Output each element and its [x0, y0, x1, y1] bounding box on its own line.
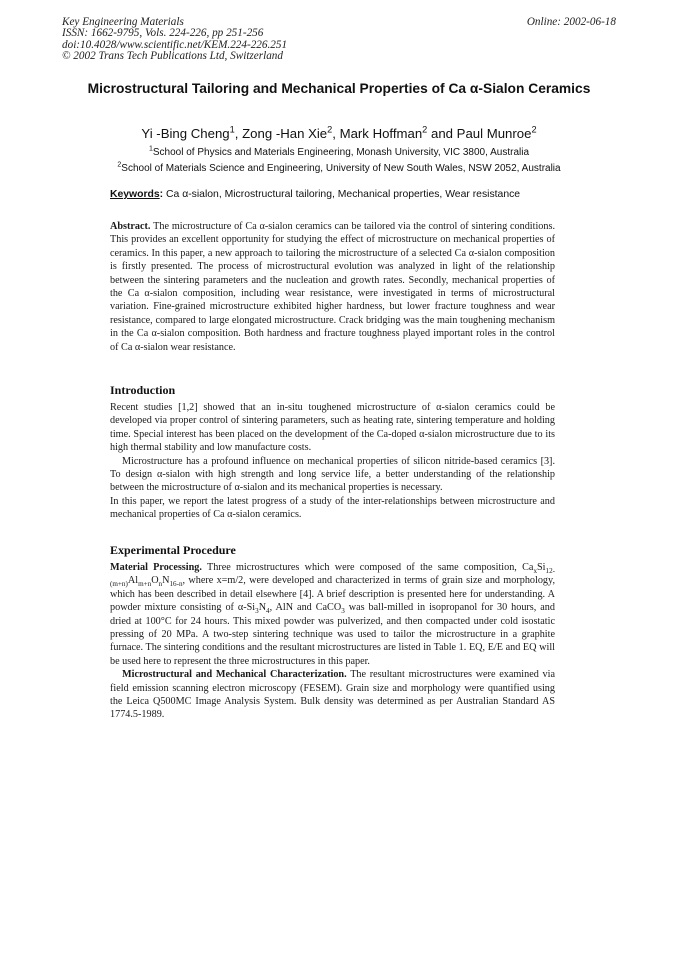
- keywords: Keywords: Ca α-sialon, Microstructural tailoring, Mechanical properties, Wear resistance: [110, 189, 521, 200]
- author-affiliation-mark: 2: [327, 124, 333, 135]
- journal-header: [62, 17, 287, 63]
- paragraph-text: , where x=m/2, were developed and characterized in terms of grain size and morphology, which has been described in detail elsewhere [4]. A brief description is presented here for understanding. A powder mixture consisting of α-Si: [110, 575, 555, 614]
- doi-line[interactable]: doi:10.4028/www.scientific.net/KEM.224-226.251: [62, 38, 288, 51]
- author-list: Yi -Bing Cheng$^1$, Zong -Han Xie$^2$, Mark Hoffman$^2$ and Paul Munroe$^2$: [141, 124, 537, 141]
- paragraph: Recent studies [1,2] showed that an in-situ toughened microstructure of α-sialon ceramics could be developed via proper control of sintering parameters, such as heating rate, sintering temperature and holding time. Special interest has been placed on the development of the Ca-doped α-sialon microstructure due to its high thermal stability and low manufacture costs.: [110, 402, 555, 454]
- introduction-section: [110, 401, 555, 522]
- abstract-label: Abstract.: [110, 221, 151, 232]
- experimental-section: [110, 561, 555, 722]
- affiliation-mark: 2: [117, 161, 122, 169]
- online-date: Online: 2002-06-18: [526, 16, 616, 28]
- introduction-heading: Introduction: [110, 383, 176, 397]
- affiliation-text: School of Materials Science and Engineering, University of New South Wales, NSW 2052, Australia: [121, 163, 561, 174]
- author-affiliation-mark: 1: [229, 124, 235, 135]
- paragraph-text: Three microstructures which were composed of the same composition,: [206, 562, 517, 573]
- abstract-text: The microstructure of Ca α-sialon ceramics can be tailored via the control of sintering conditions. This provides an excellent opportunity for studying the effect of microstructure on mechanical properties of ceramics. In this paper, a new approach to tailoring the microstructure of a selected Ca α-sialon composition is firstly presented. The process of microstructural evolution was analyzed in light of the relationship between the sintering parameters and the nucleation and growth rates. Secondly, mechanical properties of the Ca α-sialon composition, including wear resistance, were investigated in terms of microstructural variation. Fine-grained microstructure exhibited higher hardness, but lower fracture toughness and wear resistance, compared to large elongated microstructure. Crack bridging was the main toughening mechanism in the Ca α-sialon composition. Both hardness and fracture toughness played important roles in the control of Ca α-sialon wear resistance.: [110, 221, 555, 353]
- subsection-label: Material Processing.: [110, 562, 202, 573]
- author-affiliation-mark: 2: [422, 124, 428, 135]
- affiliation: [62, 147, 616, 158]
- paragraph-text: was ball-milled in isopropanol for 30 hours, and dried at 100°C for 24 hours. This mixed powder was pulverized, and then compacted under cold isostatic pressing of 20 MPa. A two-step sintering technique was used to tailor the microstructure in a graphite furnace. The sintering conditions and the resultant microstructures are listed in Table 1. EQ, E/E and EQ will be used here to represent the three microstructures in this paper.: [110, 602, 555, 667]
- author-name: Paul Munroe: [456, 126, 532, 141]
- affiliation-text: School of Physics and Materials Engineering, Monash University, VIC 3800, Australia: [152, 147, 530, 158]
- paper-title: Microstructural Tailoring and Mechanical Properties of Ca α-Sialon Ceramics: [87, 81, 591, 96]
- paragraph: Material Processing. Three microstructures which were composed of the same composition, $Ca_xSi_{12-(m+n)}Al_{m+n}O_nN_{16-n}$, where x=m/2, were developed and characterized in terms of grain size and morphology, which has been described in detail elsewhere [4]. A brief description is presented here for understanding. A powder mixture consisting of $\alpha-Si_3N_4$, AlN and CaCO$_3$ was ball-milled in isopropanol for 30 hours, and dried at 100°C for 24 hours. This mixed powder was pulverized, and then compacted under cold isostatic pressing of 20 MPa. A two-step sintering technique was used to tailor the microstructure in a graphite furnace. The sintering conditions and the resultant microstructures are listed in Table 1. EQ, E/E and EQ will be used here to represent the three microstructures in this paper.: [110, 562, 555, 667]
- author-name: Zong -Han Xie: [242, 126, 328, 141]
- keywords-text: Ca α-sialon, Microstructural tailoring, Mechanical properties, Wear resistance: [166, 189, 521, 200]
- copyright-line: © 2002 Trans Tech Publications Ltd, Switzerland: [62, 50, 283, 63]
- author-conjunction: and: [430, 126, 453, 141]
- journal-name: Key Engineering Materials: [62, 16, 184, 28]
- experimental-heading: Experimental Procedure: [110, 543, 236, 557]
- paragraph: In this paper, we report the latest progress of a study of the inter-relationships between microstructure and mechanical properties of Ca α-sialon ceramics.: [110, 495, 555, 521]
- chemical-formula: $Ca_xSi_{12-(m+n)}Al_{m+n}O_nN_{16-n}$: [110, 562, 555, 589]
- paragraph-text: The resultant microstructures were examined via field emission scanning electron microscopy (FESEM). Grain size and morphology were quantified using the Leica Q500MC Image Analysis System. Bulk density was determined as per Australian Standard AS 1774.5-1989.: [110, 669, 555, 721]
- issn-line: ISSN: 1662-9795, Vols. 224-226, pp 251-256: [62, 27, 264, 40]
- author-name: Mark Hoffman: [339, 126, 423, 141]
- affiliation-mark: 1: [148, 145, 153, 153]
- author-affiliation-mark: 2: [531, 124, 537, 135]
- subsection-label: Microstructural and Mechanical Characterization.: [122, 669, 347, 681]
- paragraph: [110, 668, 555, 722]
- affiliation: [62, 163, 616, 174]
- author-name: Yi -Bing Cheng: [141, 126, 230, 141]
- paragraph: Microstructure has a profound influence on mechanical properties of silicon nitride-based ceramics [3]. To design α-sialon with high strength and long service life, a better understanding of the relationship between the microstructure of α-sialon and its mechanical properties is necessary.: [110, 455, 555, 494]
- keywords-label: Keywords: [110, 189, 160, 200]
- abstract: [110, 220, 555, 354]
